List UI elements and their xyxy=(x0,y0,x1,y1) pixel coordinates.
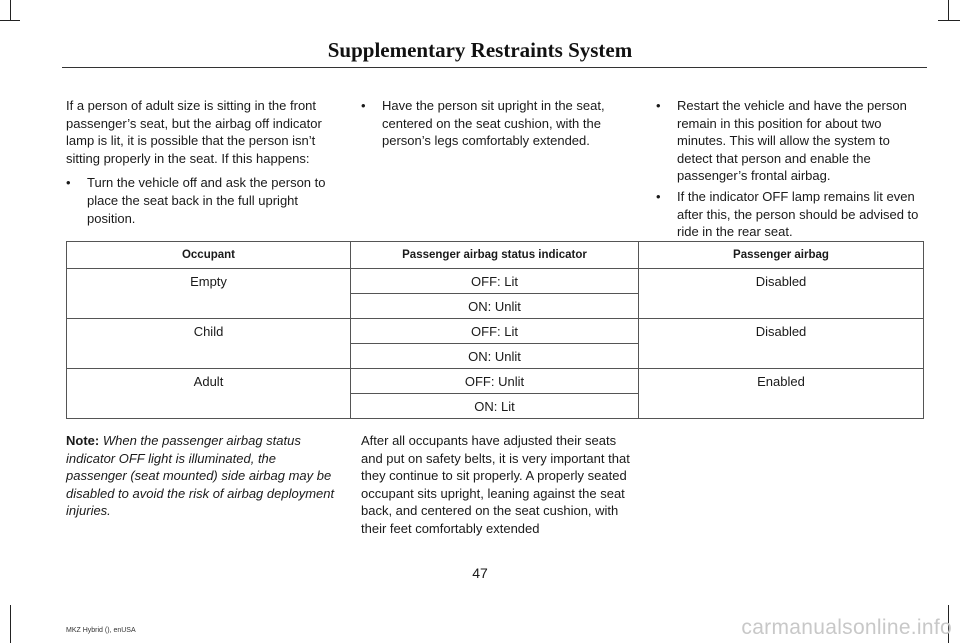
crop-mark xyxy=(10,0,11,20)
text-column-1 xyxy=(66,97,337,227)
header-airbag: Passenger airbag xyxy=(639,242,924,269)
crop-mark xyxy=(938,20,960,21)
table-row xyxy=(67,369,924,394)
indicator-cell: OFF: Lit xyxy=(351,269,639,294)
list-item: • Have the person sit upright in the seat, centered on the seat cushion, with the person’s legs comfortably extended. xyxy=(361,97,634,150)
intro-paragraph: If a person of adult size is sitting in the front passenger’s seat, but the airbag off indicator lamp is lit, it is possible that the person isn’t sitting properly in the seat. If this happens: xyxy=(66,98,322,166)
note-label: Note: xyxy=(66,433,100,448)
occupant-cell: Child xyxy=(67,319,351,369)
table-row xyxy=(67,319,924,344)
crop-mark xyxy=(0,20,20,21)
list-item: • Restart the vehicle and have the person remain in this position for about two minutes. This will allow the system to detect that person and enable the passenger’s frontal airbag. xyxy=(656,97,928,185)
bullet-list xyxy=(361,97,634,150)
header-indicator: Passenger airbag status indicator xyxy=(351,242,639,269)
table-row xyxy=(67,269,924,294)
airbag-cell: Enabled xyxy=(639,369,924,419)
occupant-cell: Adult xyxy=(67,369,351,419)
watermark: carmanualsonline.info xyxy=(741,616,952,639)
footer-text: MKZ Hybrid (), enUSA xyxy=(66,627,136,634)
after-paragraph: After all occupants have adjusted their seats and put on safety belts, it is very important that they continue to sit properly. A properly seated occupant sits upright, leaning against the seat back, and centered on the seat cushion, with their feet comfortably extended xyxy=(361,433,630,536)
text-column-2 xyxy=(361,97,634,150)
table-header-row xyxy=(67,242,924,269)
page-title: Supplementary Restraints System xyxy=(327,38,633,62)
list-item: • Turn the vehicle off and ask the person to place the seat back in the full upright position. xyxy=(66,174,337,227)
bullet-list xyxy=(66,174,337,227)
indicator-cell: ON: Lit xyxy=(351,394,639,419)
indicator-cell: ON: Unlit xyxy=(351,344,639,369)
page-number: 47 xyxy=(472,565,488,581)
crop-mark xyxy=(948,0,949,20)
note-block xyxy=(66,432,338,520)
list-item: • If the indicator OFF lamp remains lit even after this, the person should be advised to ride in the rear seat. xyxy=(656,188,928,241)
airbag-cell: Disabled xyxy=(639,319,924,369)
indicator-cell: ON: Unlit xyxy=(351,294,639,319)
indicator-cell: OFF: Lit xyxy=(351,319,639,344)
airbag-status-table xyxy=(66,241,924,419)
crop-mark xyxy=(10,605,11,643)
note-text: When the passenger airbag status indicator OFF light is illuminated, the passenger (seat mounted) side airbag may be disabled to avoid the risk of airbag deployment injuries. xyxy=(66,433,335,519)
occupant-cell: Empty xyxy=(67,269,351,319)
header-divider xyxy=(62,67,927,68)
indicator-cell: OFF: Unlit xyxy=(351,369,639,394)
bullet-list xyxy=(656,97,928,241)
airbag-cell: Disabled xyxy=(639,269,924,319)
text-column-3 xyxy=(656,97,928,241)
header-occupant: Occupant xyxy=(67,242,351,269)
